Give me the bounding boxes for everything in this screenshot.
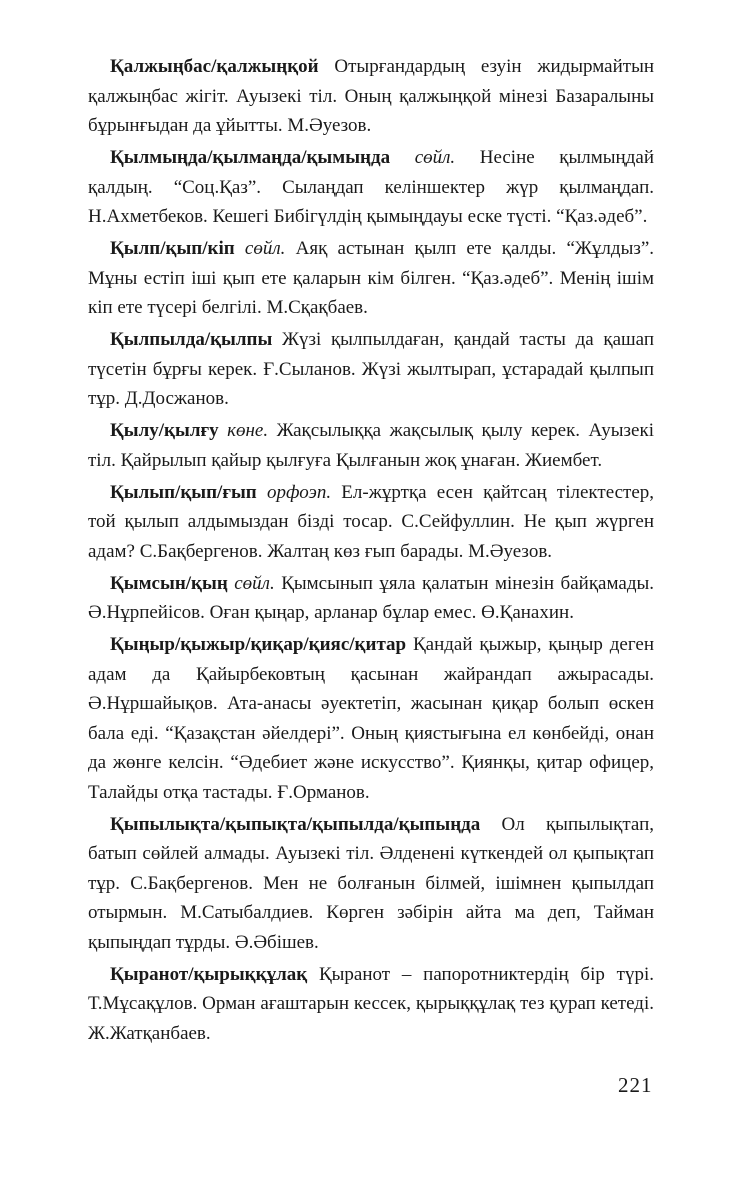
entry-headword: Қымсын/қың	[110, 572, 228, 594]
entry-text: Ол қыпылықтап, батып сөйлей алмады. Ауызекі тіл. Әлденені күткендей ол қыпықтап тұр. С.Бақбергенов. Мен не болғанын білмей, ішімнен қыпылдап отырмын. М.Сатыбалдиев. Көрген зәбірін айта ма деп, Тайман қыпыңдап тұрды. Ә.Әбішев.	[88, 813, 654, 953]
entry-headword: Қылп/қып/кіп	[110, 238, 235, 259]
entry-text: Ел-жұртқа есен қайтсаң тілектестер, той қылып алдымыздан бізді тосар. С.Сейфуллин. Не қып жүрген адам? С.Бақбергенов. Жалтаң көз ғып барады. М.Әуезов.	[88, 481, 655, 562]
dictionary-entry	[88, 810, 654, 958]
dictionary-entry	[88, 52, 654, 141]
entry-headword: Қалжыңбас/қалжыңқой	[110, 56, 319, 77]
entry-text: Аяқ астынан қылп ете қалды. “Жұлдыз”. Мұны естіп іші қып ете қаларын кім білген. “Қаз.әдеб”. Менің ішім кіп ете түсері белгілі. М.Сқақбаев.	[88, 238, 655, 318]
dictionary-entry	[88, 416, 654, 475]
entry-text: Несіне қылмыңдай қалдың. “Соц.Қаз”. Сылаңдап келіншектер жүр қылмаңдап. Н.Ахметбеков. Кешегі Бибігүлдің қымыңдауы еске түсті. “Қаз.әдеб”.	[88, 147, 654, 227]
entry-headword: Қыпылықта/қыпықта/қыпылда/қыпыңда	[110, 813, 481, 835]
entry-label: көне.	[227, 420, 269, 441]
entry-label: сөйл.	[414, 147, 456, 168]
page-number: 221	[618, 1073, 653, 1097]
dictionary-entry	[88, 143, 654, 232]
entry-headword: Қылпылда/қылпы	[110, 329, 273, 350]
entry-label: сөйл.	[244, 238, 286, 259]
dictionary-entry	[88, 960, 654, 1049]
dictionary-entry	[88, 630, 654, 807]
entry-headword: Қылып/қып/ғып	[110, 481, 257, 503]
entry-headword: Қыңыр/қыжыр/қиқар/қияс/қитар	[110, 634, 407, 655]
entry-headword: Қылмыңда/қылмаңда/қымыңда	[110, 147, 391, 168]
entry-label: сөйл.	[234, 572, 275, 594]
dictionary-entry	[88, 234, 654, 323]
entry-text: Қымсынып ұяла қалатын мінезін байқамады. Ә.Нұрпейісов. Оған қыңар, арланар бұлар емес. Ө.Қанахин.	[88, 572, 654, 623]
entry-label: орфоэп.	[266, 481, 332, 503]
entry-text: Қыранот – папоротниктердің бір түрі. Т.Мұсақұлов. Орман ағаштарын кессек, қырыққұлақ тез қурап кетеді. Ж.Жатқанбаев.	[88, 963, 655, 1044]
entry-text: Жақсылыққа жақсылық қылу керек. Ауызекі тіл. Қайрылып қайыр қылғуға Қылғанын жоқ ұнаған. Жиембет.	[88, 420, 655, 471]
entry-text: Жүзі қылпылдаған, қандай тасты да қашап түсетін бұрғы керек. Ғ.Сыланов. Жүзі жылтырап, ұстарадай қылпып тұр. Д.Досжанов.	[88, 329, 655, 409]
entry-list	[88, 52, 654, 1051]
dictionary-entry	[88, 478, 654, 567]
entry-text: Қандай қыжыр, қыңыр деген адам да Қайырбековтың қасынан жайрандап ажырасады. Ә.Нұршайықов. Ата-анасы әуектетіп, жасынан қиқар болып өскен бала еді. “Қазақстан әйелдері”. Оның қиястығына ел көнбейді, онан да жөнге келсін. “Әдебиет және искусство”. Қиянқы, қитар офицер, Талайды отқа тастады. Ғ.Орманов.	[88, 634, 654, 803]
entry-text: Отырғандардың езуін жидырмайтын қалжыңбас жігіт. Ауызекі тіл. Оның қалжыңқой мінезі Базаралыны бұрынғыдан да ұйытты. М.Әуезов.	[88, 56, 655, 136]
entry-headword: Қыранот/қырыққұлақ	[110, 963, 308, 985]
entry-headword: Қылу/қылғу	[110, 420, 219, 441]
dictionary-entry	[88, 325, 654, 414]
dictionary-entry	[88, 569, 654, 628]
